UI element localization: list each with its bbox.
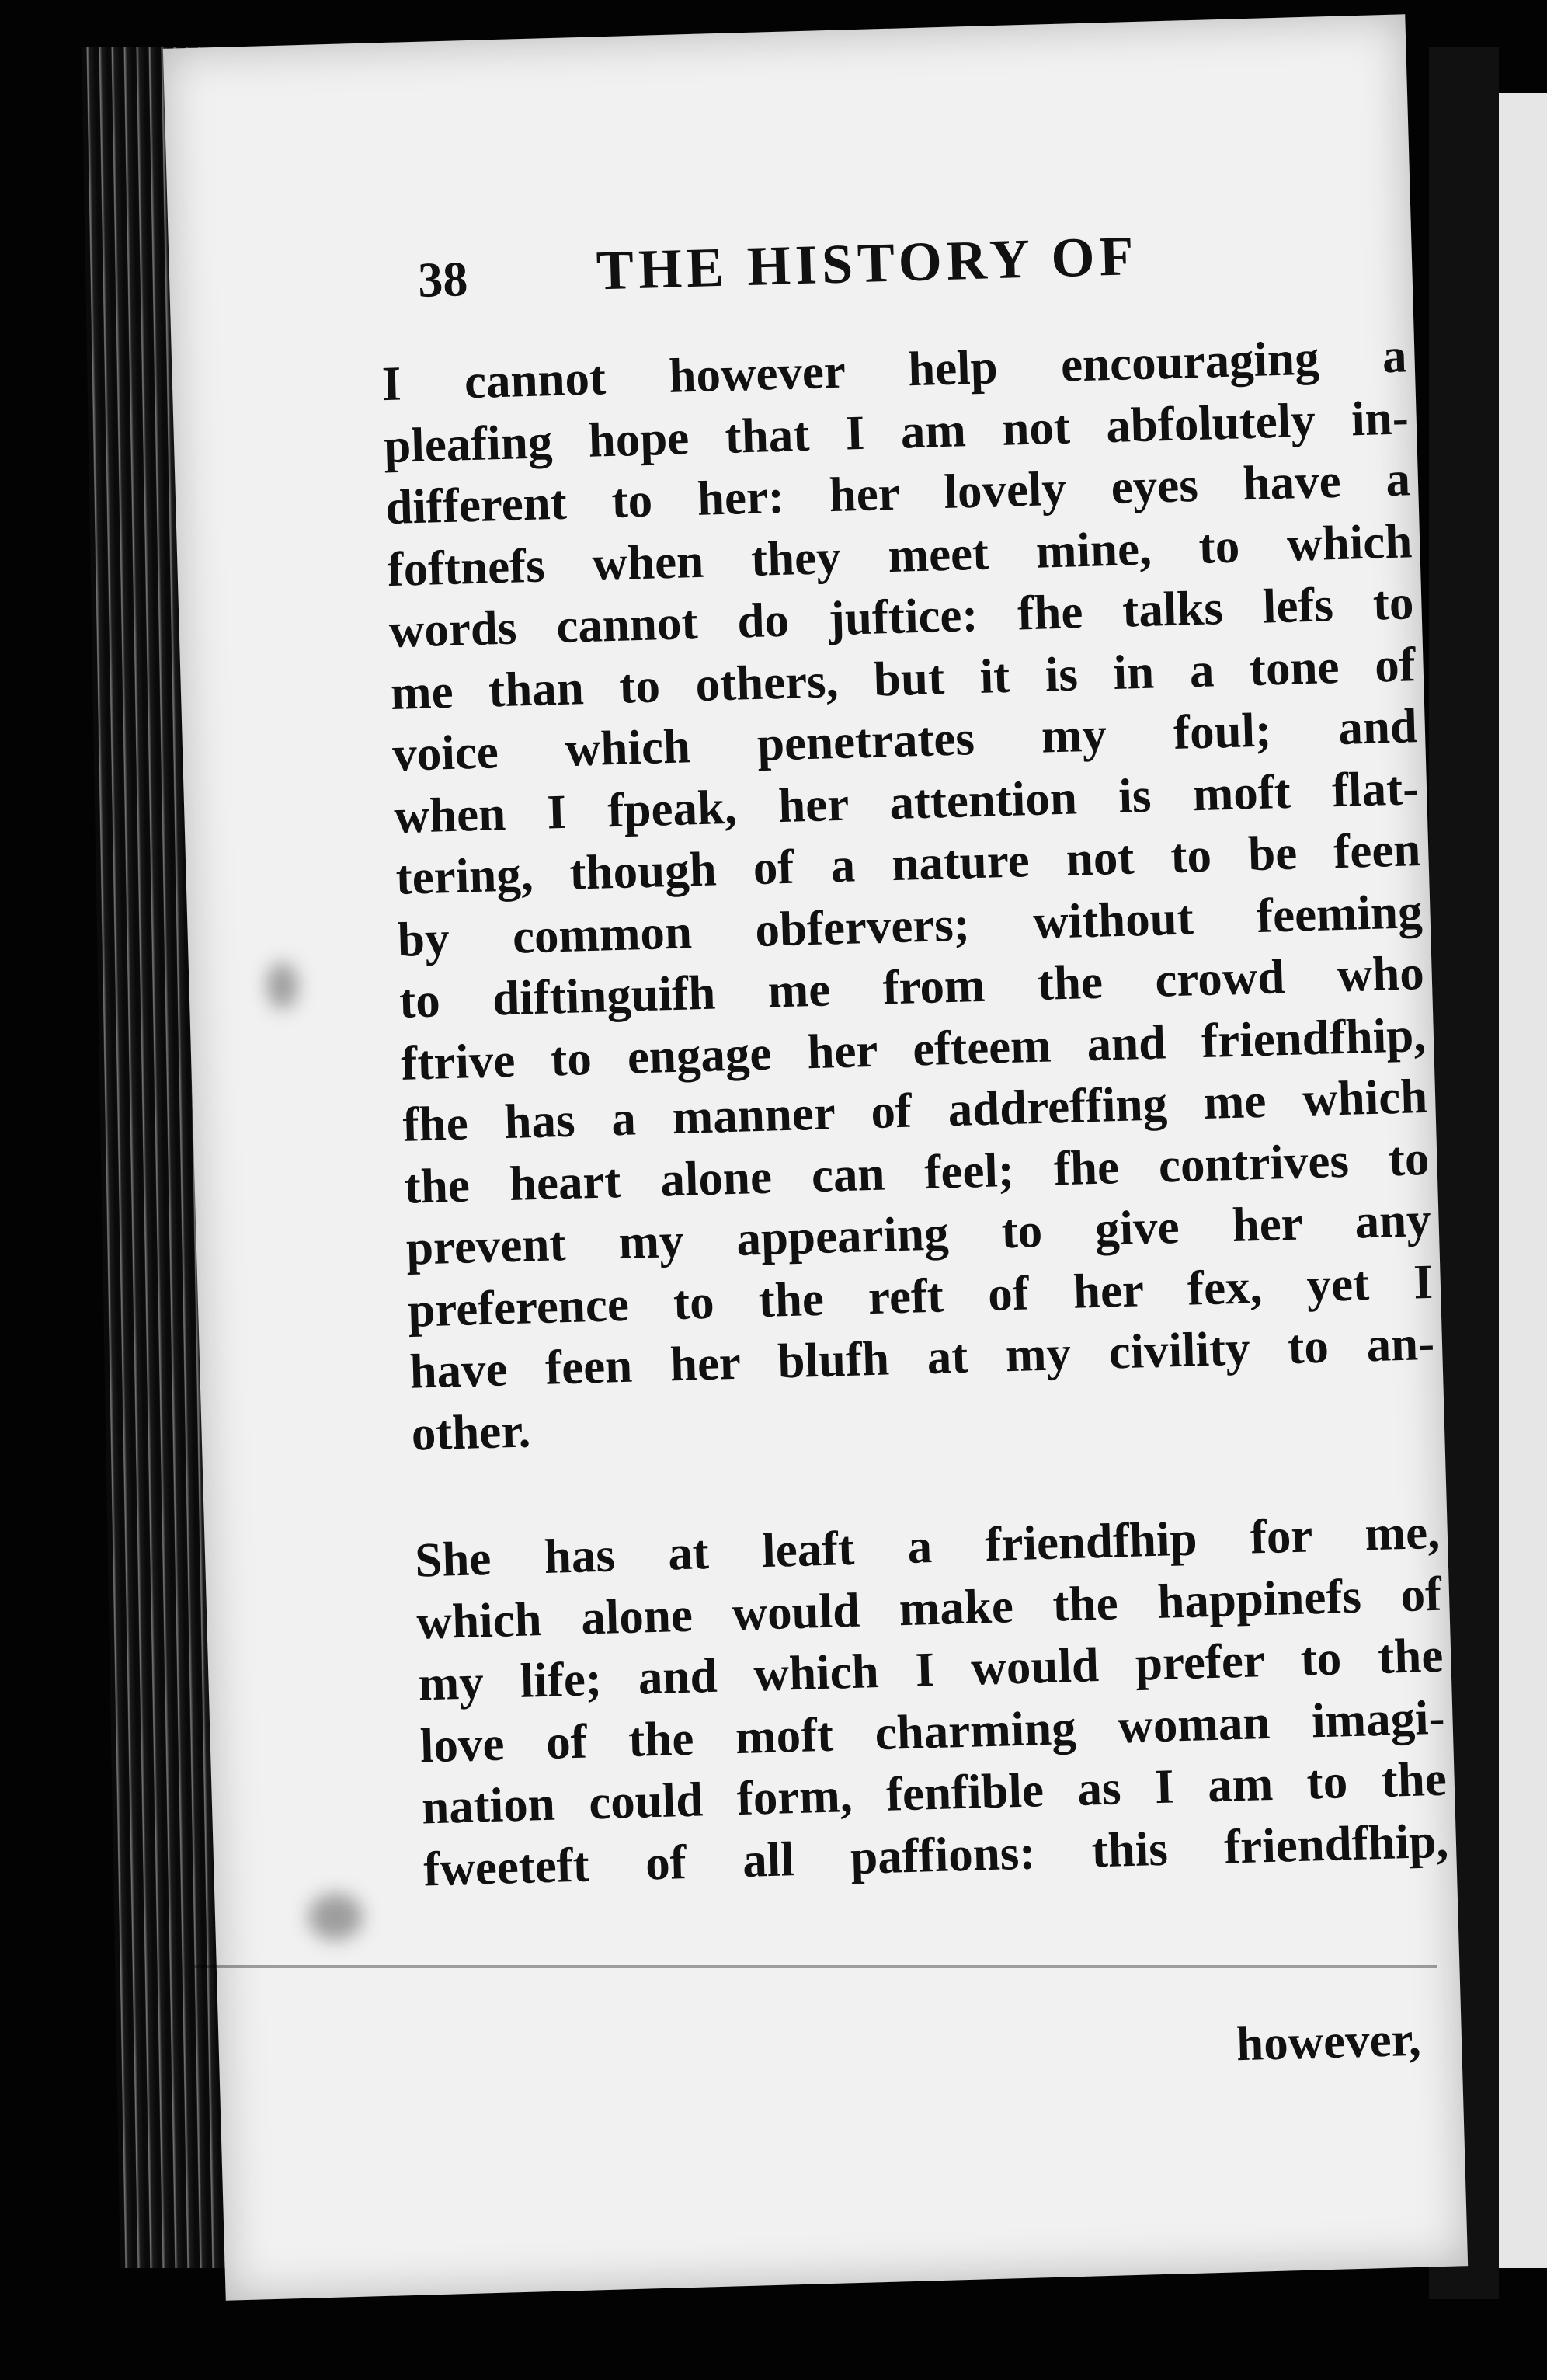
- text-line: by common obfervers; without feeming: [396, 883, 1424, 967]
- text-line: fhe has a manner of addreffing me which: [402, 1068, 1429, 1152]
- text-line: voice which penetrates my foul; and: [391, 698, 1418, 781]
- text-line: my life; and which I would prefer to the: [417, 1627, 1444, 1711]
- scan-line-artifact: [194, 1965, 1437, 1968]
- text-line: words cannot do juftice: fhe talks lefs to: [388, 575, 1415, 659]
- text-line: the heart alone can feel; fhe contrives to: [403, 1130, 1431, 1214]
- ink-smudge: [266, 962, 299, 1010]
- book-page: [163, 14, 1468, 2301]
- ink-smudge: [308, 1893, 363, 1941]
- text-line: fweeteft of all paffions: this friendfhip,: [422, 1813, 1449, 1896]
- text-line: when I fpeak, her attention is moft flat-: [393, 760, 1420, 844]
- text-line: which alone would make the happinefs of: [415, 1566, 1442, 1650]
- text-line: have feen her blufh at my civility to an-: [408, 1315, 1435, 1399]
- text-line: nation could form, fenfible as I am to the: [421, 1751, 1448, 1835]
- text-line: prevent my appearing to give her any: [405, 1192, 1432, 1275]
- catchword: however,: [1236, 2011, 1422, 2072]
- text-line: tering, though of a nature not to be feen: [395, 822, 1422, 905]
- page-number: 38: [417, 251, 469, 308]
- text-line: other.: [410, 1402, 532, 1461]
- text-line: She has at leaft a friendfhip for me,: [414, 1504, 1441, 1588]
- text-line: different to her: her lovely eyes have a: [384, 451, 1411, 535]
- text-line: love of the moft charming woman imagi-: [419, 1689, 1446, 1773]
- text-line: I cannot however help encouraging a: [381, 328, 1408, 412]
- text-line: pleafing hope that I am not abfolutely in-: [383, 389, 1410, 473]
- body-text: [381, 325, 1449, 1900]
- text-line: preference to the reft of her fex, yet I: [407, 1254, 1434, 1338]
- text-line: me than to others, but it is in a tone of: [390, 636, 1417, 720]
- facing-page-edge: [1499, 93, 1547, 2268]
- paragraph-1: [381, 325, 1437, 1464]
- page-header: [417, 217, 1398, 345]
- paragraph-2: [414, 1501, 1449, 1901]
- text-line: foftnefs when they meet mine, to which: [386, 513, 1413, 597]
- running-head: THE HISTORY OF: [595, 224, 1139, 302]
- text-line: to diftinguifh me from the crowd who: [398, 945, 1425, 1028]
- text-line: ftrive to engage her efteem and friendfhip,: [400, 1007, 1427, 1091]
